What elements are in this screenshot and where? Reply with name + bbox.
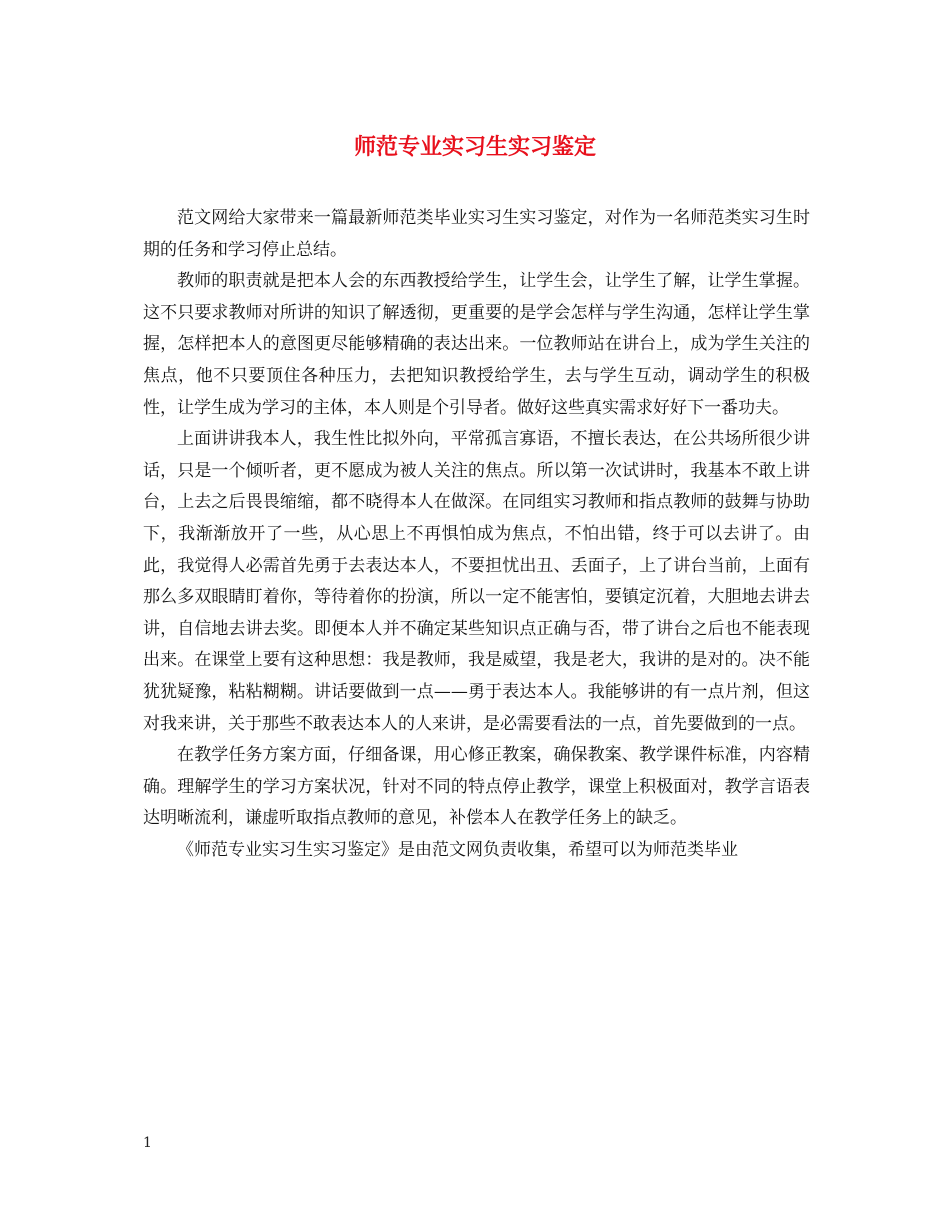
- paragraph-teaching-plan: 在教学任务方案方面，仔细备课，用心修正教案，确保教案、教学课件标准，内容精确。理解学生的学习方案状况，针对不同的特点停止教学，课堂上积极面对，教学言语表达明晰流利，谦虚听取指点教师的意见，补偿本人在教学任务上的缺乏。: [143, 745, 810, 829]
- paragraph-intro: 范文网给大家带来一篇最新师范类毕业实习生实习鉴定，对作为一名师范类实习生时期的任务和学习停止总结。: [143, 208, 810, 260]
- document-title: 师范专业实习生实习鉴定: [353, 134, 596, 160]
- page-number: 1: [143, 1135, 152, 1151]
- paragraph-teacher-duty: 教师的职责就是把本人会的东西教授给学生，让学生会，让学生了解，让学生掌握。这不只要求教师对所讲的知识了解透彻，更重要的是学会怎样与学生沟通，怎样让学生掌握，怎样把本人的意图更尽能够精确的表达出来。一位教师站在讲台上，成为学生关注的焦点，他不只要顶住各种压力，去把知识教授给学生，去与学生互动，调动学生的积极性，让学生成为学习的主体，本人则是个引导者。做好这些真实需求好好下一番功夫。: [143, 271, 810, 418]
- document-body: [143, 203, 810, 866]
- paragraph-self-reflection: 上面讲讲我本人，我生性比拟外向，平常孤言寡语，不擅长表达，在公共场所很少讲话，只是一个倾听者，更不愿成为被人关注的焦点。所以第一次试讲时，我基本不敢上讲台，上去之后畏畏缩缩，都不晓得本人在做深。在同组实习教师和指点教师的鼓舞与协助下，我渐渐放开了一些，从心思上不再惧怕成为焦点，不怕出错，终于可以去讲了。由此，我觉得人必需首先勇于去表达本人，不要担忧出丑、丢面子，上了讲台当前，上面有那么多双眼睛盯着你，等待着你的扮演，所以一定不能害怕，要镇定沉着，大胆地去讲去讲，自信地去讲去奖。即便本人并不确定某些知识点正确与否，带了讲台之后也不能表现出来。在课堂上要有这种思想：我是教师，我是威望，我是老大，我讲的是对的。决不能犹犹疑豫，粘粘糊糊。讲话要做到一点——勇于表达本人。我能够讲的有一点片剂，但这对我来讲，关于那些不敢表达本人的人来讲，是必需要看法的一点，首先要做到的一点。: [143, 429, 810, 734]
- paragraph-closing: 《师范专业实习生实习鉴定》是由范文网负责收集，希望可以为师范类毕业: [177, 839, 738, 860]
